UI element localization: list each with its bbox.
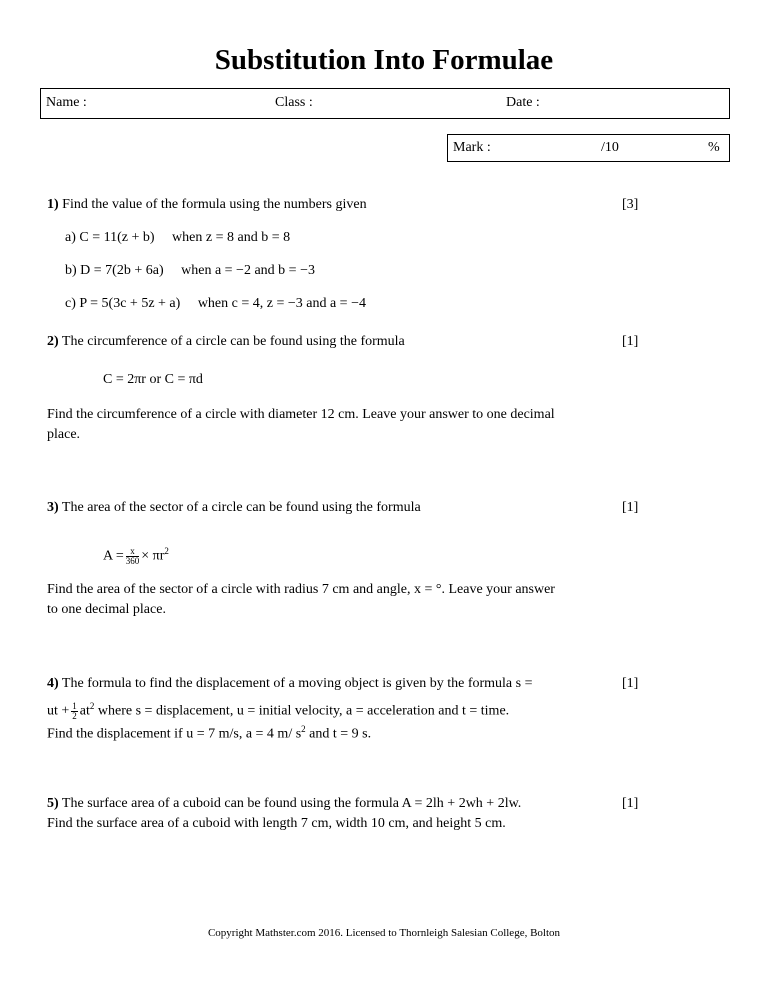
sector-formula: A = $\frac{x}{360}$ × $\pi r^2$ xyxy=(103,545,169,566)
question-text: Find the value of the formula using the numbers given xyxy=(62,197,367,212)
name-label: Name : xyxy=(46,95,87,110)
mark-box xyxy=(447,134,730,162)
date-label: Date : xyxy=(506,95,540,110)
question-4: 4) The formula to find the displacement of a moving object is given by the formula s = xyxy=(47,676,533,691)
circumference-formula: C = 2πr or C = πd xyxy=(103,372,203,387)
question-5: 5) The surface area of a cuboid can be found using the formula A = 2lh + 2wh + 2lw. xyxy=(47,796,522,811)
copyright-footer: Copyright Mathster.com 2016. Licensed to Thornleigh Salesian College, Bolton xyxy=(207,927,561,939)
class-label: Class : xyxy=(275,95,313,110)
question-3: 3) The area of the sector of a circle can be found using the formula xyxy=(47,500,421,515)
part-a: a) C = 11(z + b) when z = 8 and b = 8 xyxy=(65,230,291,245)
question-4-task: Find the displacement if u = 7 m/s, a = 4 m/ $s^2$ and t = 9 s. xyxy=(47,724,372,742)
question-3-task-cont: to one decimal place. xyxy=(47,602,166,617)
part-b: b) D = 7(2b + 6a) when a = −2 and b = −3 xyxy=(65,263,315,278)
question-3-marks: [1] xyxy=(622,500,639,515)
question-1-marks: [3] xyxy=(622,197,639,212)
percent-label: % xyxy=(708,140,720,155)
question-4-marks: [1] xyxy=(622,676,639,691)
question-5-task: Find the surface area of a cuboid with length 7 cm, width 10 cm, and height 5 cm. xyxy=(47,816,506,831)
mark-label: Mark : xyxy=(453,140,491,155)
student-info-box xyxy=(40,88,730,119)
question-3-task: Find the area of the sector of a circle with radius 7 cm and angle, x = °. Leave your answer xyxy=(47,582,555,597)
displacement-formula-line: ut + $\frac{1}{2}$ $at^2$ where s = displacement, u = initial velocity, a = acceleration and t = time. xyxy=(47,700,510,721)
question-2-task: Find the circumference of a circle with diameter 12 cm. Leave your answer to one decimal xyxy=(47,407,555,422)
page-title: Substitution Into Formulae xyxy=(214,44,554,76)
mark-total: /10 xyxy=(601,140,619,155)
question-2-marks: [1] xyxy=(622,334,639,349)
question-5-marks: [1] xyxy=(622,796,639,811)
question-2: 2) The circumference of a circle can be found using the formula xyxy=(47,334,405,349)
question-1 xyxy=(47,196,367,214)
question-2-task-cont: place. xyxy=(47,427,81,442)
question-number: 1) xyxy=(47,197,59,212)
part-c: c) P = 5(3c + 5z + a) when c = 4, z = −3 and a = −4 xyxy=(65,296,366,311)
